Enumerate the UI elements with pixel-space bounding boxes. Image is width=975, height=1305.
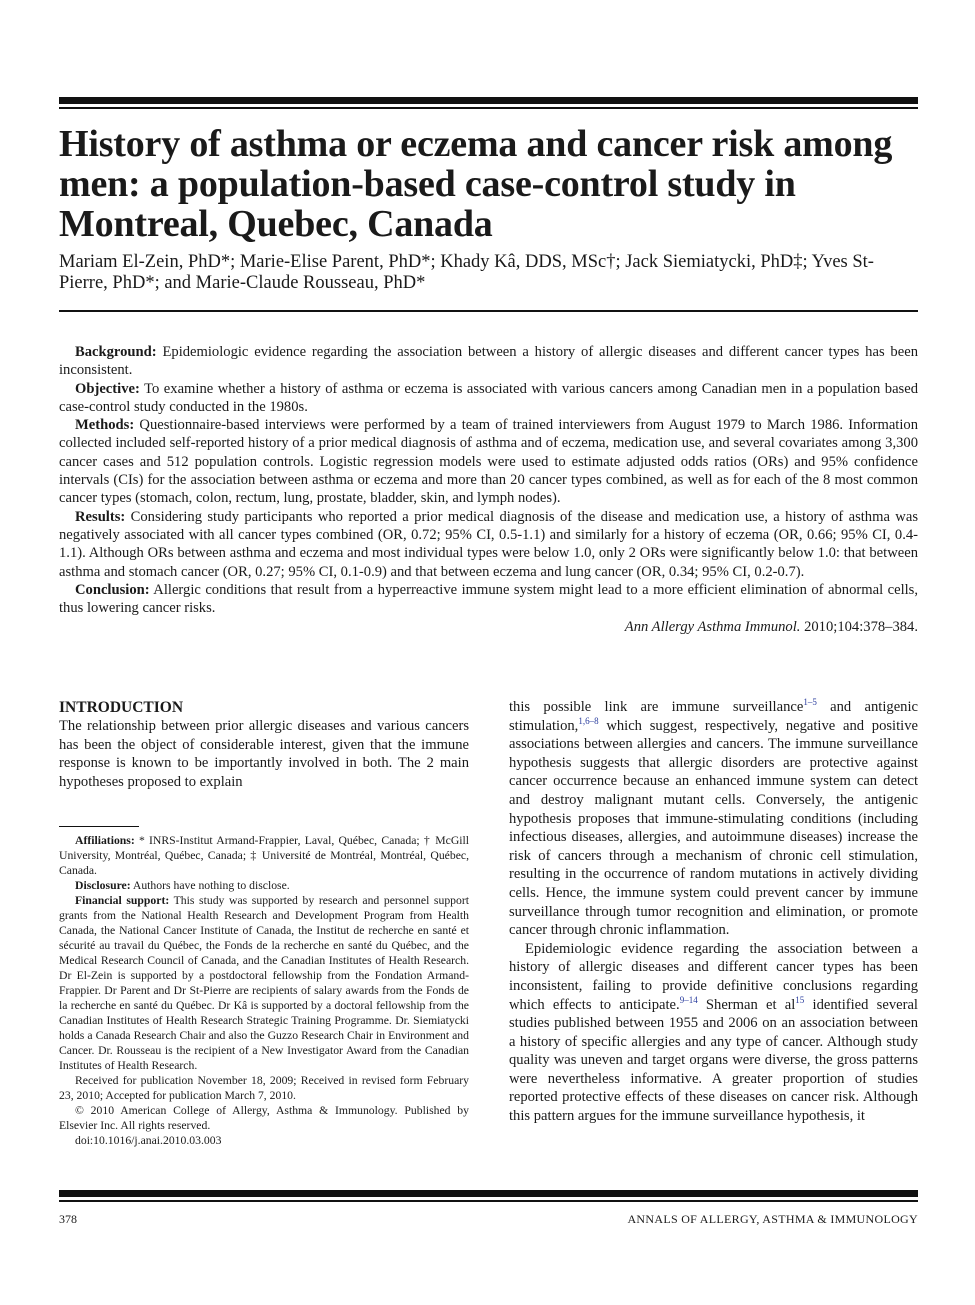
intro-p1-part-a: this possible link are immune surveillance <box>509 699 804 715</box>
footnote-doi[interactable]: doi:10.1016/j.anai.2010.03.003 <box>75 1134 222 1147</box>
intro-p2-part-b: Sherman et al <box>697 996 796 1013</box>
intro-paragraph-2 <box>509 940 918 1126</box>
top-rule-thin <box>59 107 918 109</box>
page-number: 378 <box>59 1212 77 1226</box>
abstract-objective-label: Objective: <box>75 380 140 397</box>
abstract-results <box>59 508 918 581</box>
abstract-results-label: Results: <box>75 508 126 525</box>
abstract-background-label: Background: <box>75 344 157 360</box>
footnote-disclosure-label: Disclosure: <box>75 879 131 892</box>
footnote-copyright: © 2010 American College of Allergy, Asthma & Immunology. Published by Elsevier Inc. All rights reserved. <box>59 1104 469 1132</box>
footnote-affiliations-text: * INRS-Institut Armand-Frappier, Laval, Québec, Canada; † McGill University, Montréal, Québec, Canada; ‡ Université de Montréal, Montréal, Québec, Canada. <box>59 834 469 877</box>
footnote-affiliations-label: Affiliations: <box>75 834 135 847</box>
footnote-disclosure-text: Authors have nothing to disclose. <box>130 879 290 892</box>
abstract-objective <box>59 380 918 417</box>
citation-ref: 2010;104:378–384. <box>800 619 918 636</box>
reference-link[interactable]: 1–5 <box>803 697 817 708</box>
abstract-conclusion-label: Conclusion: <box>75 581 150 598</box>
footnote-divider <box>59 826 139 827</box>
article-title: History of asthma or eczema and cancer risk among men: a population-based case-control study in Montreal, Quebec, Canada <box>59 123 893 245</box>
abstract-results-text: Considering study participants who reported a prior medical diagnosis of the disease and medication use, a history of asthma was negatively associated with all cancer types combined (OR, 0.72; 95% CI, 0.5-1.1) and similarly for a history of eczema (OR, 0.66; 95% CI, 0.4-1.1). Although ORs between asthma and eczema and most individual types were below 1.0, only 2 ORs were significantly below 1.0: that between asthma and stomach cancer (OR, 0.27; 95% CI, 0.1-0.9) and that between eczema and lung cancer (OR, 0.34; 95% CI, 0.2-0.7). <box>59 508 918 580</box>
abstract-conclusion <box>59 581 918 618</box>
intro-p1-part-b: and antigenic stimulation, <box>509 699 919 734</box>
citation-journal: Ann Allergy Asthma Immunol. <box>624 619 801 636</box>
footnotes <box>59 833 469 1148</box>
abstract-methods-label: Methods: <box>75 417 135 434</box>
citation <box>59 618 918 636</box>
intro-paragraph-left: The relationship between prior allergic diseases and various cancers has been the object of considerable interest, given that the immune response is known to be importantly involved in both. The 2 main hypotheses proposed to explain <box>59 718 469 790</box>
abstract-background <box>59 343 918 380</box>
left-column <box>59 698 469 791</box>
reference-link[interactable]: 15 <box>795 994 805 1005</box>
bottom-rule-thin <box>59 1200 918 1202</box>
abstract-conclusion-text: Allergic conditions that result from a hyperreactive immune system might lead to a more efficient elimination of abnormal cells, thus lowering cancer risks. <box>59 581 918 617</box>
footnote-financial-label: Financial support: <box>75 894 170 907</box>
intro-p2-part-c: identified several studies published between 1955 and 2006 on an association between a history of specific allergies and any type of cancer. Although study quality was uneven and target organs were diverse, the gross patterns were nevertheless informative. A greater proportion of studies reported protective effects of these diseases on cancer risk. Although this pattern argues for the immune surveillance hypothesis, it <box>509 996 918 1125</box>
top-rule-thick <box>59 97 918 104</box>
footnote-received: Received for publication November 18, 2009; Received in revised form February 23, 2010; Accepted for publication March 7, 2010. <box>59 1074 469 1102</box>
abstract-background-text: Epidemiologic evidence regarding the association between a history of allergic diseases and different cancer types has been inconsistent. <box>59 344 918 379</box>
intro-p2-part-a: Epidemiologic evidence regarding the association between a history of allergic diseases and different cancer types has been inconsistent, failing to provide definitive conclusions regarding which effects to anticipate. <box>509 940 918 1013</box>
bottom-rule-thick <box>59 1190 918 1197</box>
header-divider <box>59 310 918 312</box>
reference-link[interactable]: 9–14 <box>679 994 698 1005</box>
footnote-disclosure <box>59 878 469 893</box>
intro-p1-part-c: which suggest, respectively, negative and positive associations between allergies and cancers. The immune surveillance hypothesis suggests that allergic disorders are protective against cancer occurrence because an enhanced immune system can detect and destroy malignant mutant cells. Conversely, the antigenic hypothesis proposes that immune-stimulating conditions (including infectious diseases, allergies, and autoimmune diseases) increase the risk of cancers through a mechanism of chronic cell stimulation, resulting in the occurrence of random mutations in actively dividing cells. Hence, the immune system could prevent cancer by immune surveillance through tumor recognition and elimination, or promote cancer through chronic inflammation. <box>509 717 918 939</box>
footnote-financial-text: This study was supported by research and personnel support grants from the National Health Research and Development Program from Health Canada, the National Cancer Institute of Canada, the Institut de recherche en santé et sécurité au travail du Québec, the Fonds de la recherche en santé du Québec, and the Medical Research Council of Canada, and the Canadian Institutes of Health Research. Dr El-Zein is supported by a postdoctoral fellowship from the Fondation Armand-Frappier. Dr Parent and Dr St-Pierre are recipients of salary awards from the Fonds de la recherche en santé du Québec. Dr Kâ is supported by a doctoral fellowship from the Canadian Institutes of Health Research Strategic Training Programme. Dr. Siemiatycki holds a Canada Research Chair and also the Guzzo Research Chair in Environment and Cancer. Dr. Rousseau is the recipient of a New Investigator Award from the Canadian Institutes of Health Research. <box>59 894 469 1072</box>
intro-paragraph-1 <box>509 698 918 940</box>
footnote-financial <box>59 893 469 1073</box>
reference-link[interactable]: 1,6–8 <box>578 715 599 726</box>
footnote-affiliations <box>59 833 469 878</box>
abstract <box>59 343 918 637</box>
right-column <box>509 698 918 1126</box>
section-heading-introduction: INTRODUCTION <box>59 699 184 716</box>
abstract-methods <box>59 416 918 507</box>
author-list: Mariam El-Zein, PhD*; Marie-Elise Parent, PhD*; Khady Kâ, DDS, MSc†; Jack Siemiatycki, PhD‡; Yves St-Pierre, PhD*; and Marie-Claude Rousseau, PhD* <box>59 252 874 293</box>
abstract-methods-text: Questionnaire-based interviews were performed by a team of trained interviewers from August 1979 to March 1986. Information collected included self-reported history of a prior medical diagnosis of asthma and of eczema, medication use, and several covariates among 3,300 cancer cases and 512 population controls. Logistic regression models were used to estimate adjusted odds ratios (ORs) and 95% confidence intervals (CIs) for the association between asthma or eczema and more than 20 cancer types combined, as well as for each of the 8 most common cancer types (stomach, colon, rectum, lung, prostate, bladder, skin, and lymph nodes). <box>59 417 919 507</box>
abstract-objective-text: To examine whether a history of asthma or eczema is associated with various cancers among Canadian men in a population based case-control study conducted in the 1980s. <box>59 380 919 415</box>
journal-name: ANNALS OF ALLERGY, ASTHMA & IMMUNOLOGY <box>627 1212 918 1226</box>
